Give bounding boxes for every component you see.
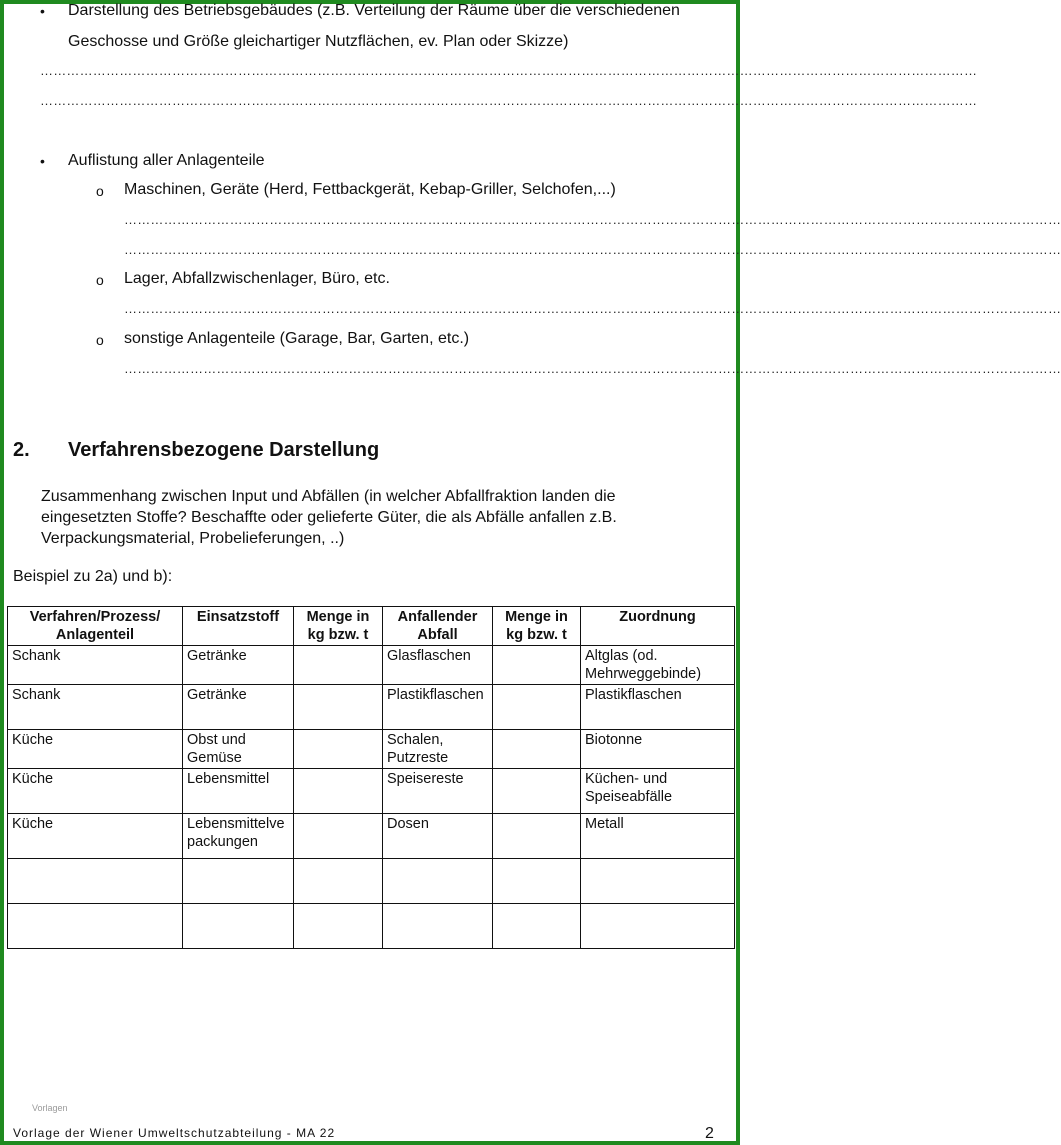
- paragraph-line3: Verpackungsmaterial, Probelieferungen, ..): [41, 530, 345, 547]
- table-cell: Schank: [8, 685, 183, 730]
- table-cell: Küchen- und Speiseabfälle: [581, 769, 735, 814]
- table-cell: [493, 904, 581, 949]
- column-header: Verfahren/Prozess/ Anlagenteil: [8, 607, 183, 646]
- table-cell: [383, 904, 493, 949]
- table-row: [8, 769, 735, 814]
- table-cell: [493, 646, 581, 685]
- table-cell: [493, 730, 581, 769]
- watermark-brand: Vorlagen: [32, 1103, 68, 1113]
- table-cell: [493, 769, 581, 814]
- section-number: 2.: [13, 439, 30, 461]
- table-row: [8, 904, 735, 949]
- fill-line: ……………………………………………………………………………………………………………………………………………………………………………………………: [124, 361, 1061, 376]
- table-cell: Speisereste: [383, 769, 493, 814]
- table-cell: [493, 859, 581, 904]
- table-cell: [581, 904, 735, 949]
- bullet2-text: Auflistung aller Anlagenteile: [68, 152, 265, 169]
- page-number: 2: [705, 1125, 714, 1142]
- column-header: Einsatzstoff: [183, 607, 294, 646]
- sub-bullet-marker: o: [96, 272, 104, 288]
- table-cell: Lebensmittelve packungen: [183, 814, 294, 859]
- table-row: [8, 814, 735, 859]
- table-cell: Schank: [8, 646, 183, 685]
- table-cell: Obst und Gemüse: [183, 730, 294, 769]
- paragraph-line1: Zusammenhang zwischen Input und Abfällen (in welcher Abfallfraktion landen die: [41, 488, 616, 505]
- table-cell: Dosen: [383, 814, 493, 859]
- table-cell: Lebensmittel: [183, 769, 294, 814]
- table-cell: [294, 814, 383, 859]
- table-cell: Getränke: [183, 646, 294, 685]
- table-cell: Schalen, Putzreste: [383, 730, 493, 769]
- sub-bullet-marker: o: [96, 332, 104, 348]
- footer-text: Vorlage der Wiener Umweltschutzabteilung - MA 22: [13, 1126, 336, 1140]
- bullet1-text-line2: Geschosse und Größe gleichartiger Nutzflächen, ev. Plan oder Skizze): [68, 33, 569, 50]
- column-header: Zuordnung: [581, 607, 735, 646]
- paragraph-line2: eingesetzten Stoffe? Beschaffte oder gelieferte Güter, die als Abfälle anfallen z.B.: [41, 509, 617, 526]
- table-row: [8, 859, 735, 904]
- table-cell: [183, 859, 294, 904]
- table-header-row: [8, 607, 735, 646]
- table-cell: Plastikflaschen: [383, 685, 493, 730]
- table-cell: Glasflaschen: [383, 646, 493, 685]
- table-cell: [8, 904, 183, 949]
- table-cell: [493, 814, 581, 859]
- fill-line: ……………………………………………………………………………………………………………………………………………………………………………………………: [124, 212, 1061, 227]
- table-cell: [294, 730, 383, 769]
- bullet-marker: •: [40, 153, 45, 169]
- table-cell: [294, 769, 383, 814]
- table-cell: [493, 685, 581, 730]
- fill-line: ……………………………………………………………………………………………………………………………………………………………………………………………: [40, 93, 978, 108]
- table-cell: [581, 859, 735, 904]
- table-cell: Getränke: [183, 685, 294, 730]
- table-cell: Küche: [8, 730, 183, 769]
- table-cell: Altglas (od. Mehrweggebinde): [581, 646, 735, 685]
- fill-line: ……………………………………………………………………………………………………………………………………………………………………………………………: [124, 301, 1061, 316]
- table-cell: Plastikflaschen: [581, 685, 735, 730]
- table-row: [8, 685, 735, 730]
- table-cell: Küche: [8, 769, 183, 814]
- table-cell: [294, 646, 383, 685]
- table-cell: [8, 859, 183, 904]
- bullet-marker: •: [40, 3, 45, 19]
- table-cell: Biotonne: [581, 730, 735, 769]
- bullet1-text-line1: Darstellung des Betriebsgebäudes (z.B. Verteilung der Räume über die verschiedenen: [68, 2, 680, 19]
- sub2-text: Lager, Abfallzwischenlager, Büro, etc.: [124, 270, 390, 287]
- table-cell: [294, 859, 383, 904]
- table-cell: [383, 859, 493, 904]
- table-cell: [294, 904, 383, 949]
- table-cell: [183, 904, 294, 949]
- waste-table: [7, 606, 735, 949]
- table-row: [8, 730, 735, 769]
- sub1-text: Maschinen, Geräte (Herd, Fettbackgerät, Kebap-Griller, Selchofen,...): [124, 181, 616, 198]
- sub-bullet-marker: o: [96, 183, 104, 199]
- table-cell: [294, 685, 383, 730]
- sub3-text: sonstige Anlagenteile (Garage, Bar, Garten, etc.): [124, 330, 470, 347]
- column-header: Anfallender Abfall: [383, 607, 493, 646]
- column-header: Menge in kg bzw. t: [294, 607, 383, 646]
- table-cell: Küche: [8, 814, 183, 859]
- table-row: [8, 646, 735, 685]
- column-header: Menge in kg bzw. t: [493, 607, 581, 646]
- example-label: Beispiel zu 2a) und b):: [13, 568, 173, 585]
- section-title: Verfahrensbezogene Darstellung: [68, 439, 380, 461]
- fill-line: ……………………………………………………………………………………………………………………………………………………………………………………………: [124, 242, 1061, 257]
- table-cell: Metall: [581, 814, 735, 859]
- fill-line: ……………………………………………………………………………………………………………………………………………………………………………………………: [40, 63, 978, 78]
